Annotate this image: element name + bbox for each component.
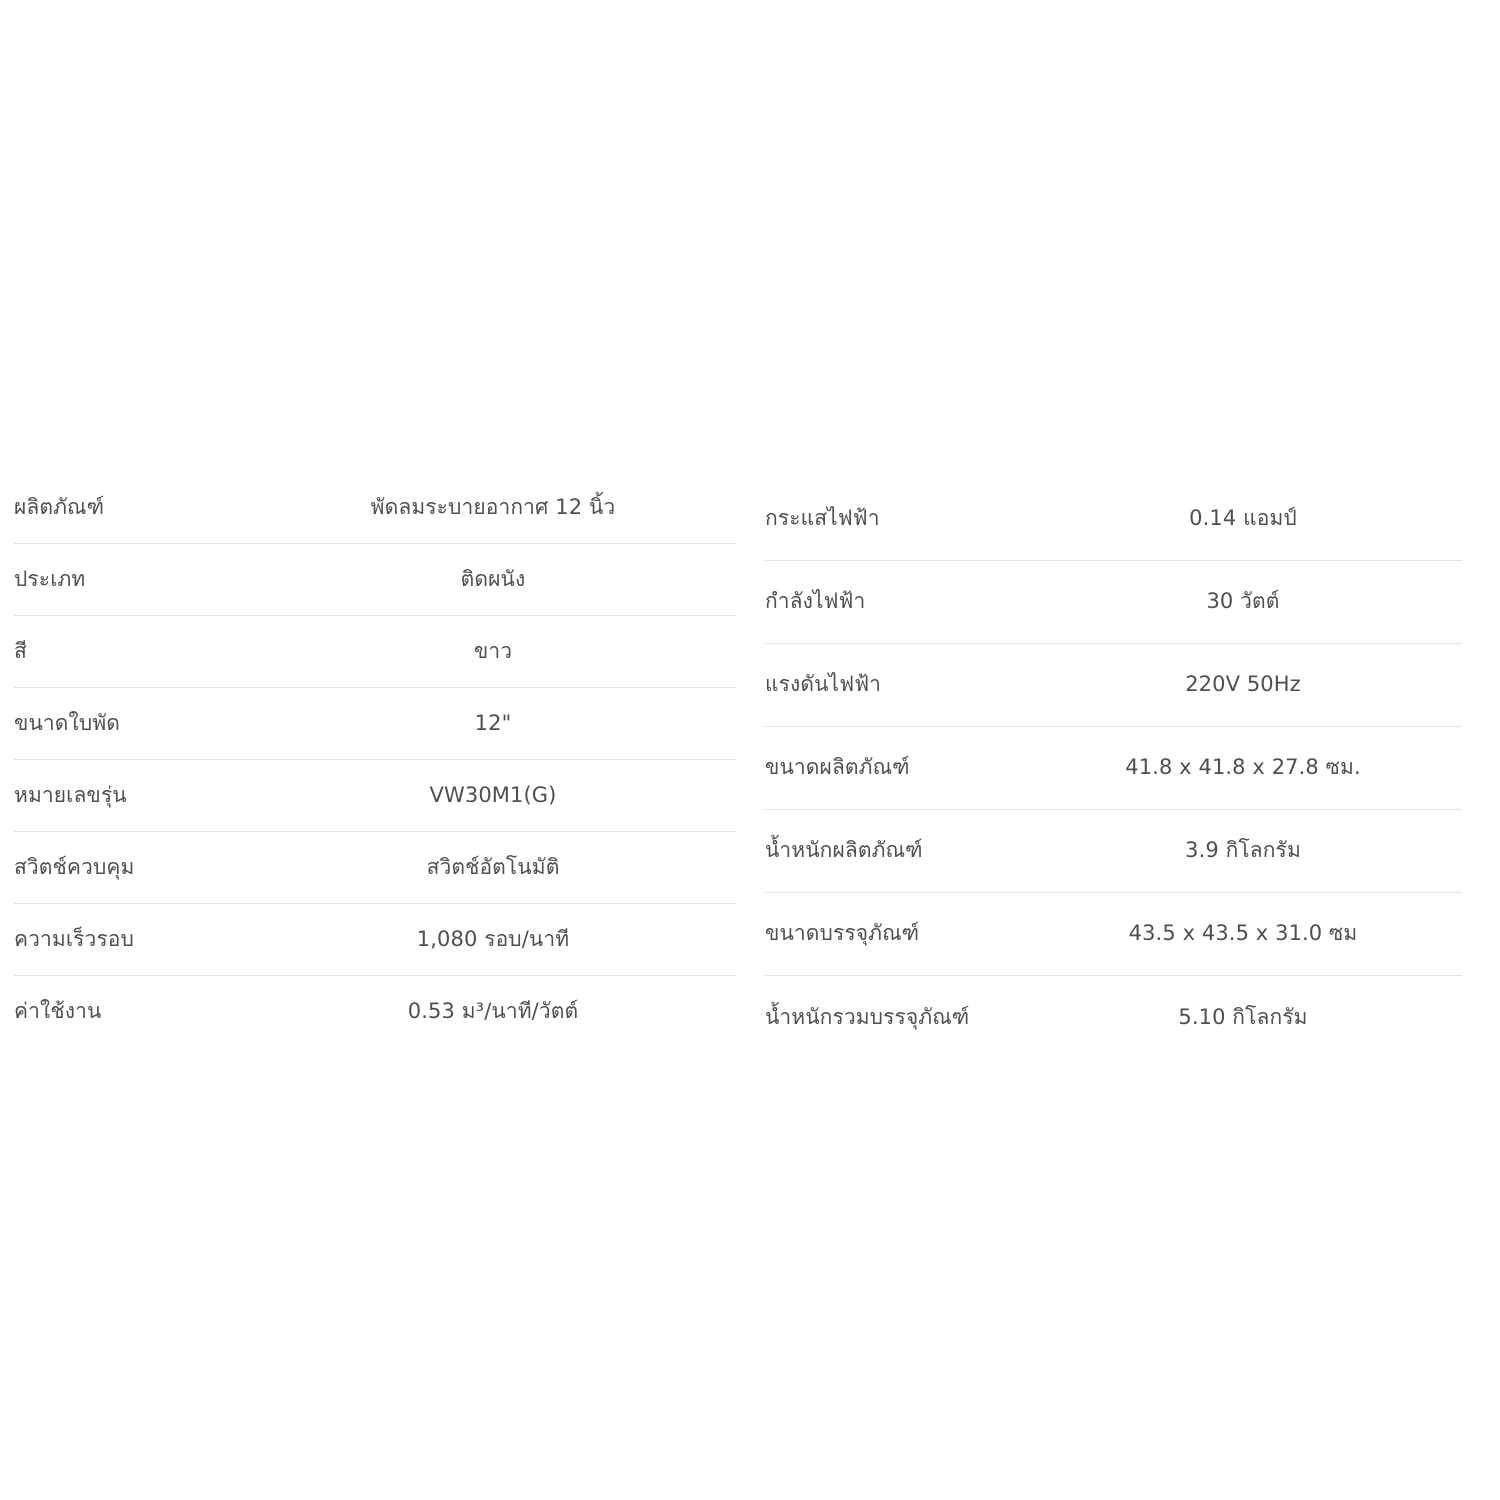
spec-value: ติดผนัง bbox=[460, 566, 526, 591]
table-row bbox=[14, 904, 735, 976]
table-row bbox=[14, 472, 735, 544]
table-row bbox=[14, 544, 735, 616]
spec-label: ขนาดผลิตภัณฑ์ bbox=[765, 755, 910, 780]
spec-label: น้ำหนักรวมบรรจุภัณฑ์ bbox=[765, 1004, 970, 1029]
spec-label: กำลังไฟฟ้า bbox=[765, 589, 866, 614]
spec-value: 5.10 กิโลกรัม bbox=[1178, 1004, 1308, 1029]
table-row bbox=[14, 616, 735, 688]
spec-column-left bbox=[0, 0, 735, 1048]
spec-value: 12" bbox=[474, 710, 512, 735]
spec-value: พัดลมระบายอากาศ 12 นิ้ว bbox=[370, 494, 616, 519]
spec-label: ขนาดใบพัด bbox=[14, 710, 121, 735]
spec-value: VW30M1(G) bbox=[429, 782, 557, 807]
table-row bbox=[765, 478, 1462, 561]
spec-value: 41.8 x 41.8 x 27.8 ซม. bbox=[1125, 755, 1361, 780]
spec-label: น้ำหนักผลิตภัณฑ์ bbox=[765, 838, 923, 863]
spec-label: ขนาดบรรจุภัณฑ์ bbox=[765, 921, 920, 946]
spec-label: กระแสไฟฟ้า bbox=[765, 506, 880, 531]
table-row bbox=[14, 760, 735, 832]
spec-label: หมายเลขรุ่น bbox=[14, 782, 127, 807]
spec-value: 3.9 กิโลกรัม bbox=[1185, 838, 1301, 863]
table-row bbox=[765, 810, 1462, 893]
table-row bbox=[765, 893, 1462, 976]
table-row bbox=[765, 976, 1462, 1059]
table-row bbox=[14, 688, 735, 760]
spec-column-right bbox=[735, 0, 1500, 1059]
spec-value: 0.53 ม³/นาที/วัตต์ bbox=[407, 999, 579, 1024]
spec-label: ค่าใช้งาน bbox=[14, 999, 102, 1024]
spec-label: แรงดันไฟฟ้า bbox=[765, 672, 882, 697]
spec-value: 1,080 รอบ/นาที bbox=[416, 926, 570, 951]
table-row bbox=[765, 644, 1462, 727]
spec-label: สวิตช์ควบคุม bbox=[14, 854, 135, 879]
spec-value: 30 วัตต์ bbox=[1206, 589, 1280, 614]
spec-label: ความเร็วรอบ bbox=[14, 926, 134, 951]
spec-value: 43.5 x 43.5 x 31.0 ซม bbox=[1128, 921, 1358, 946]
spec-label: ประเภท bbox=[14, 566, 86, 591]
spec-value: 0.14 แอมป์ bbox=[1189, 506, 1297, 531]
spec-label: สี bbox=[14, 638, 27, 663]
table-row bbox=[14, 832, 735, 904]
table-row bbox=[765, 561, 1462, 644]
spec-value: ขาว bbox=[473, 638, 513, 663]
spec-label: ผลิตภัณฑ์ bbox=[14, 494, 105, 519]
table-row bbox=[14, 976, 735, 1048]
table-row bbox=[765, 727, 1462, 810]
spec-value: สวิตช์อัตโนมัติ bbox=[426, 854, 560, 879]
spec-value: 220V 50Hz bbox=[1185, 672, 1301, 697]
